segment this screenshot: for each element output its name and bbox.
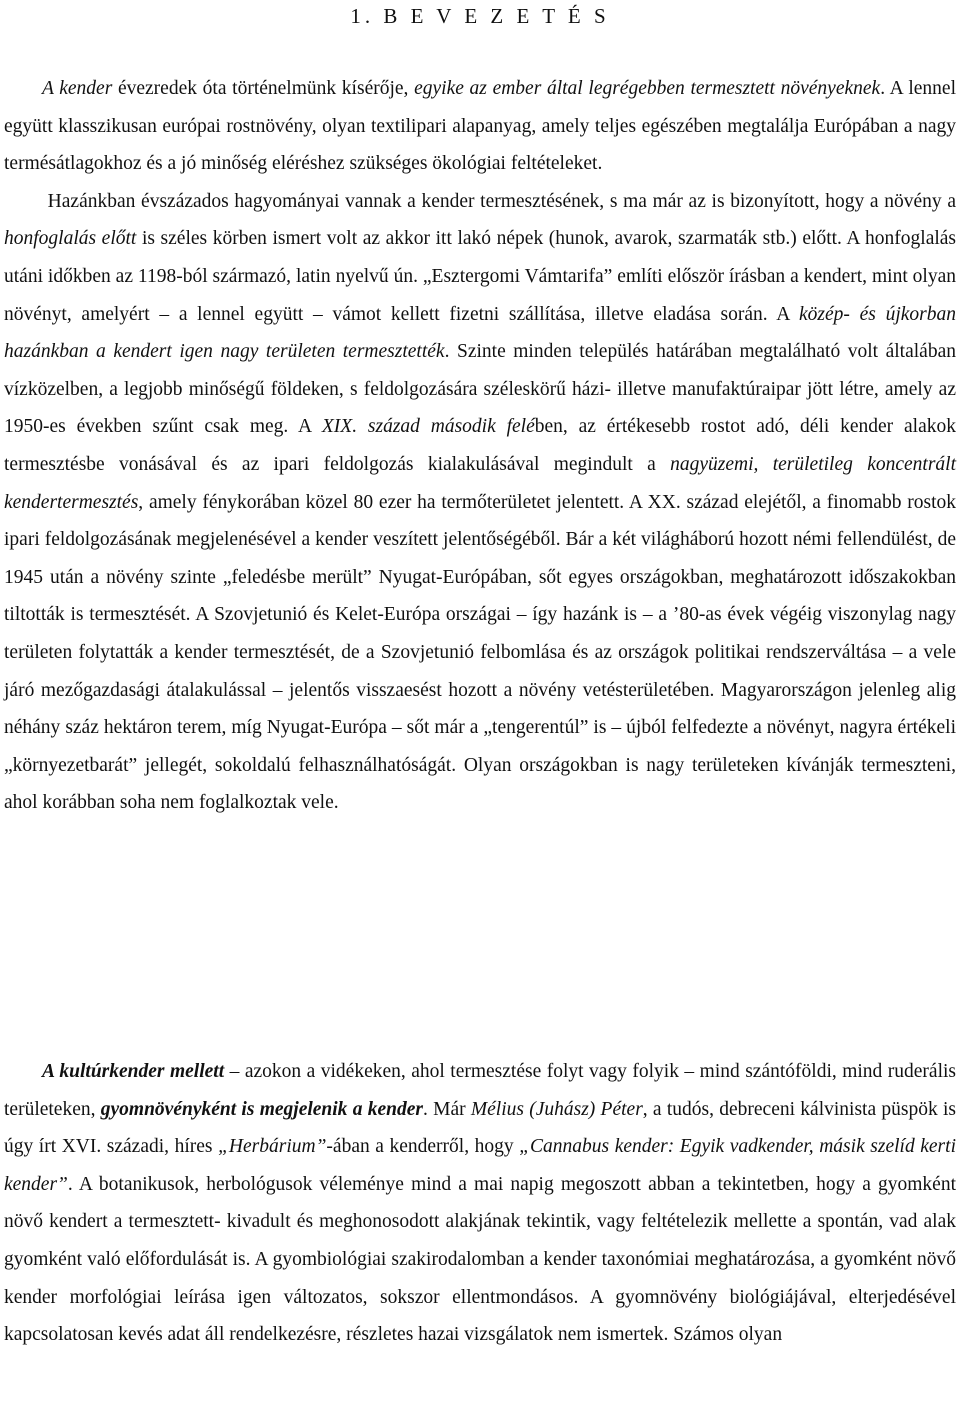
- text-run: . A botanikusok, herbológusok véleménye mind a mai napig megoszott abban a tekintetben, hogy a gyomként növő kendert a termesztett- kivadult és meghonosodott alakjának tekintik, vagy feltételezik mellette a spontán, vad alak gyomként való előfordulását is. A gyombiológiai szakirodalomban a kender taxonómiai meghatározása, a gyomként növő kender morfológiai leírása igen változatos, sokszor ellentmondásos. A gyomnövény biológiájával, elterjedésével kapcsolatosan kevés adat áll rendelkezésre, részletes hazai vizsgálatok nem ismertek. Számos olyan: [4, 1173, 956, 1346]
- bold-italic-phrase: gyomnövényként is megjelenik a kender: [100, 1098, 423, 1120]
- text-run: , amely fénykorában közel 80 ezer ha termőterületet jelentett. A XX. század elejétől, a finomabb rostok ipari feldolgozásának megjelenésével a kender veszített jelentőségéből. Bár a két világháború hozott némi fellendülést, de 1945 után a növény szinte „feledésbe merült” Nyugat-Európában, sőt egyes országokban, meghatározott időszakokban tiltották is termesztését. A Szovjetunió és Kelet-Európa országai – így hazánk is – a ’80-as évek végéig viszonylag nagy területen folytatták a kender termesztését, de a Szovjetunió felbomlása és az országok politikai rendszerváltása – a vele járó mezőgazdasági átalakulással – jelentős visszaesést hozott a növény vetésterületében. Magyarországon jelenleg alig néhány száz hektáron terem, míg Nyugat-Európa – sőt már a „tengerentúl” is – újból felfedezte a növényt, nagyra értékeli „környezetbarát” jellegét, sokoldalú felhasználhatóságát. Olyan országokban is nagy területeken kívánják termeszteni, ahol korábban soha nem foglalkoztak vele.: [4, 491, 956, 814]
- text-run: , a tudós, debreceni kálvinista püspök is úgy írt XVI. századi, híres: [4, 1098, 956, 1158]
- italic-phrase: XIX. század második felé: [321, 416, 535, 438]
- bold-italic-phrase: A kultúrkender mellett: [42, 1061, 225, 1082]
- italic-phrase: egyike az ember által legrégebben termesztett növényeknek: [414, 78, 881, 99]
- intro-paragraph: [4, 70, 956, 822]
- text-run: . Már: [422, 1098, 471, 1120]
- italic-phrase: A kender: [42, 78, 113, 99]
- text-run: . A lennel együtt klasszikusan európai rostnövény, olyan textilipari alapanyag, amely teljes egészében megtalálja Európában a nagy termésátlagokhoz és a jó minőség eléréshez szükséges ökológiai feltételeket.: [4, 78, 957, 175]
- section-heading: 1. B E V E Z E T É S: [350, 4, 610, 28]
- text-run: évezredek óta történelmünk kísérője,: [112, 78, 415, 99]
- italic-phrase: Mélius (Juhász) Péter: [470, 1098, 643, 1120]
- weed-hemp-paragraph: [4, 1053, 956, 1354]
- italic-phrase: közép- és újkorban hazánkban a kendert igen nagy területen termesztették: [4, 303, 956, 363]
- text-run: -ában a kenderről, hogy: [326, 1136, 520, 1158]
- text-run: is széles körben ismert volt az akkor itt lakó népek (hunok, avarok, szarmaták stb.) előtt. A honfoglalás utáni időkben az 1198-ból származó, latin nyelvű ún. „Esztergomi Vámtarifa” említi először írásban a kendert, mint olyan növényt, amelyért – a lennel együtt – vámot kellett fizetni szállítása, illetve eladása során. A: [4, 228, 957, 325]
- italic-phrase: „Cannabus kender: Egyik vadkender, másik szelíd kerti kender”: [4, 1136, 956, 1195]
- text-run: Hazánkban évszázados hagyományai vannak a kender termesztésének, s ma már az is bizonyított, hogy a növény a: [42, 190, 956, 212]
- text-run: . Szinte minden település határában megtalálható volt általában vízközelben, a legjobb minőségű földeken, s feldolgozására széleskörű házi- illetve manufaktúraipar jött létre, amely az 1950-es években szűnt csak meg. A: [4, 341, 956, 438]
- text-run: – azokon a vidékeken, ahol termesztése folyt vagy folyik – mind szántóföldi, mind ruderális területeken,: [4, 1061, 956, 1120]
- italic-phrase: nagyüzemi, területileg koncentrált kendertermesztés: [4, 453, 956, 513]
- italic-phrase: „Herbárium”: [218, 1136, 327, 1158]
- italic-phrase: honfoglalás előtt: [4, 228, 137, 250]
- text-run: ben, az értékesebb rostot adó, déli kender alakok termesztésbe vonásával és az ipari feldolgozás kialakulásával megindult a: [4, 416, 956, 475]
